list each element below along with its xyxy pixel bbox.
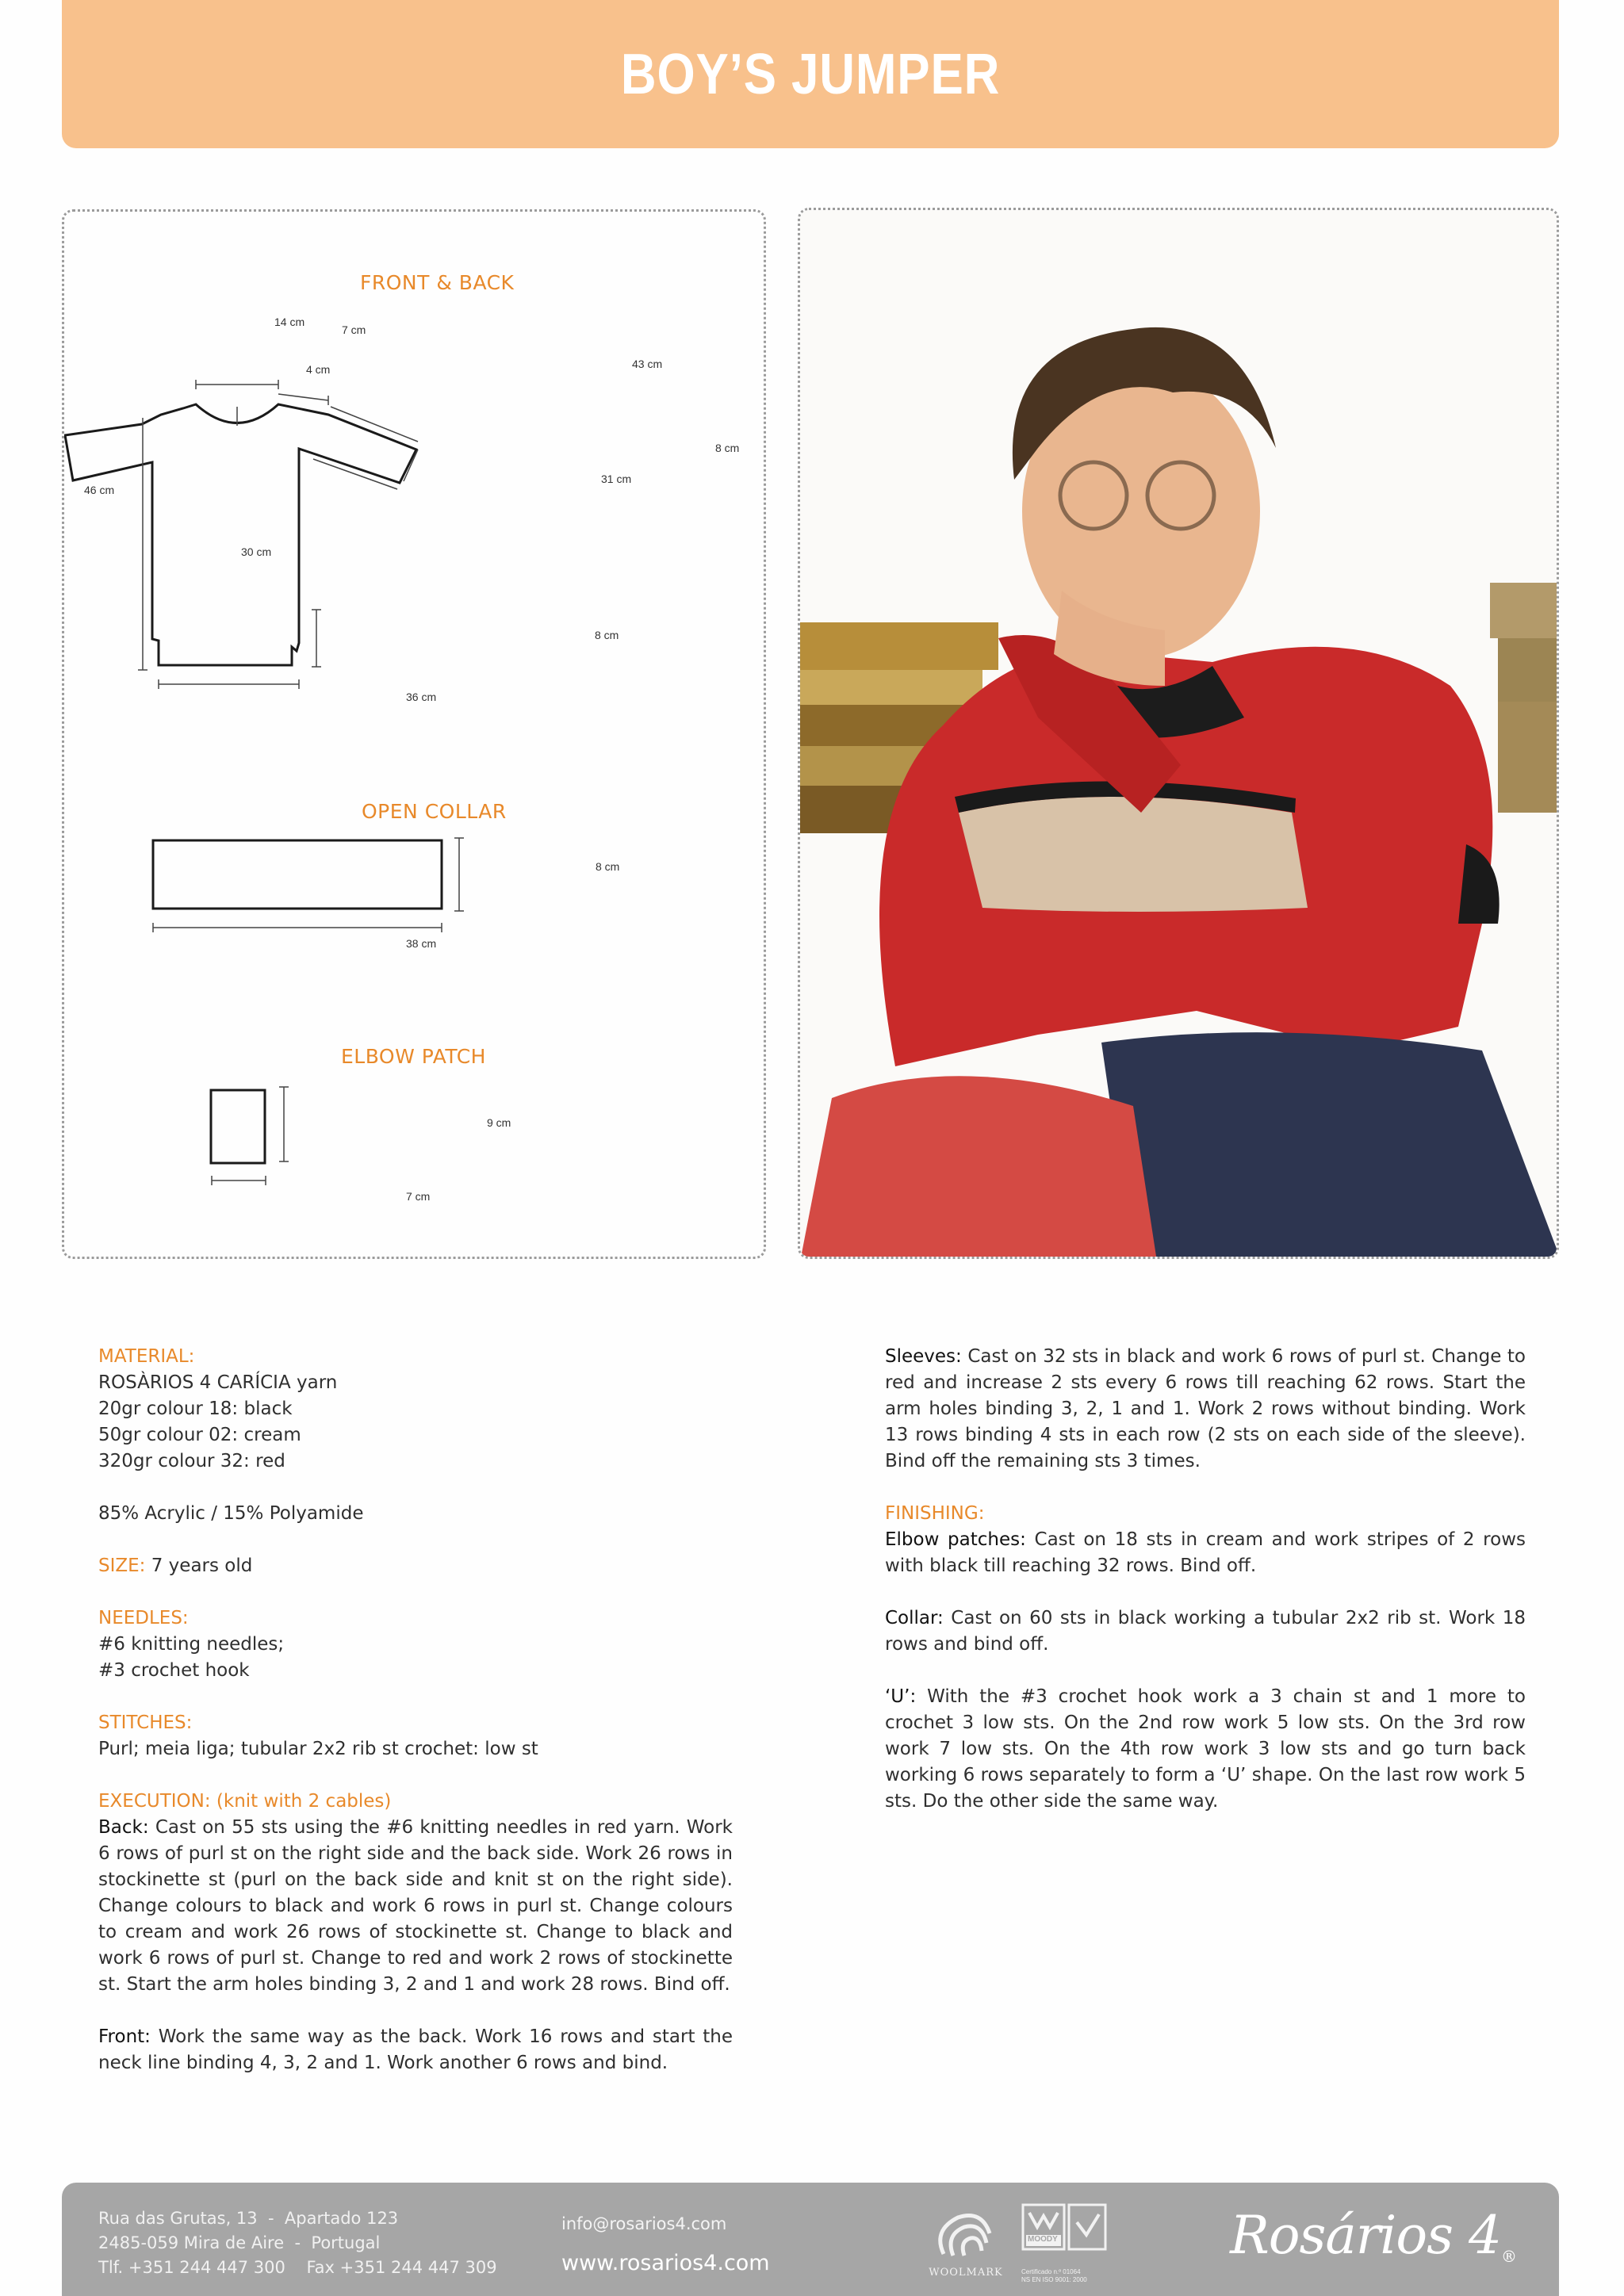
needles-line: #3 crochet hook [98, 1660, 250, 1681]
needles-line: #6 knitting needles; [98, 1634, 285, 1655]
moody-cert-text: Certificado n.º 01064 NS EN ISO 9001: 2000 [1021, 2268, 1087, 2283]
stitches-label: STITCHES: [98, 1712, 193, 1733]
material-label: MATERIAL: [98, 1346, 195, 1367]
dim-side-slit: 8 cm [595, 629, 619, 641]
schema-labels [62, 209, 766, 1259]
finishing-label: FINISHING: [885, 1503, 985, 1524]
website-link[interactable]: www.rosarios4.com [561, 2251, 770, 2275]
dim-body-height: 30 cm [241, 545, 272, 558]
dim-patch-width: 7 cm [406, 1190, 431, 1203]
elbow-text: Cast on 18 sts in cream and work stripes of 2 rows with black till reaching 32 rows. Bind off. [885, 1529, 1526, 1576]
brand-logo [1230, 2205, 1516, 2266]
email-link[interactable]: info@rosarios4.com [561, 2214, 727, 2233]
red-stool [800, 1076, 1157, 1259]
dim-sleeve-length: 43 cm [632, 358, 663, 370]
material-section [98, 1344, 733, 1475]
dim-neck-depth: 4 cm [306, 363, 331, 376]
material-line: 20gr colour 18: black [98, 1399, 293, 1419]
open-collar-title: OPEN COLLAR [362, 800, 507, 823]
collar-label: Collar: [885, 1608, 944, 1628]
woolmark-icon [918, 2206, 1013, 2267]
moody-certification [1021, 2203, 1124, 2283]
moody-label: MOODY [1028, 2235, 1058, 2244]
sleeves-section [885, 1344, 1526, 1475]
front-text: Work the same way as the back. Work 16 rows and start the neck line binding 4, 3, 2 and 1. Work another 6 rows and bind. [98, 2026, 733, 2073]
dim-cuff: 8 cm [715, 442, 740, 454]
dim-collar-width: 38 cm [406, 937, 437, 950]
collar-text: Cast on 60 sts in black working a tubular 2x2 rib st. Work 18 rows and bind off. [885, 1608, 1526, 1655]
dim-neck-width: 14 cm [274, 316, 305, 328]
dim-underarm: 31 cm [601, 473, 632, 485]
material-line: ROSÀRIOS 4 CARÍCIA yarn [98, 1372, 338, 1393]
size-value: 7 years old [145, 1556, 253, 1576]
front-label: Front: [98, 2026, 151, 2047]
material-line: 320gr colour 32: red [98, 1451, 285, 1471]
back-text: Cast on 55 sts using the #6 knitting needles in red yarn. Work 6 rows of purl st on the right side and the back side. Work 26 rows in stockinette st (purl on the back side and knit st on the right side). Change colours to black and work 6 rows in purl st. Change colours to cream and work 26 rows of stockinette st. Change to black and work 6 rows of purl st. Change to red and work 2 rows of stockinette st. Start the arm holes binding 3, 2 and 1 and work 28 rows. Bind off. [98, 1817, 733, 1995]
collar-section [885, 1605, 1526, 1658]
dim-patch-height: 9 cm [487, 1116, 511, 1129]
size-label: SIZE: [98, 1556, 146, 1576]
u-text: With the #3 crochet hook work a 3 chain st and 1 more to crochet 3 low sts. On the 2nd row work 5 low sts. On the 3rd row work 7 low sts. On the 4th row work 3 low sts and go turn back working 6 rows separately to form a ‘U’ shape. On the last row work 5 sts. Do the other side the same way. [885, 1686, 1526, 1812]
model-photo [798, 208, 1559, 1259]
composition: 85% Acrylic / 15% Polyamide [98, 1503, 364, 1524]
execution-label: EXECUTION: (knit with 2 cables) [98, 1791, 392, 1812]
title-banner [62, 0, 1559, 148]
size-section [98, 1553, 733, 1579]
finishing-section [885, 1501, 1526, 1579]
brand-name: Rosários 4 [1230, 2205, 1501, 2266]
back-label: Back: [98, 1817, 149, 1838]
u-label: ‘U’: [885, 1686, 917, 1707]
front-back-title: FRONT & BACK [360, 271, 515, 294]
stitches-section [98, 1710, 733, 1762]
stitches-text: Purl; meia liga; tubular 2x2 rib st crochet: low st [98, 1739, 538, 1759]
dim-total-height: 46 cm [84, 484, 115, 496]
needles-label: NEEDLES: [98, 1608, 189, 1628]
execution-front [98, 2024, 733, 2076]
book-stack-right [1490, 583, 1559, 813]
material-line: 50gr colour 02: cream [98, 1425, 301, 1445]
needles-section [98, 1605, 733, 1684]
execution-back [98, 1789, 733, 1998]
registered-mark: ® [1501, 2247, 1516, 2266]
u-section [885, 1684, 1526, 1815]
instructions-right [885, 1344, 1526, 1841]
sleeves-label: Sleeves: [885, 1346, 962, 1367]
company-address: Rua das Grutas, 13 - Apartado 123 2485-059 Mira de Aire - Portugal Tlf. +351 244 447 300 Fax +351 244 447 309 [98, 2209, 497, 2277]
footer [62, 2183, 1559, 2296]
sleeves-text: Cast on 32 sts in black and work 6 rows of purl st. Change to red and increase 2 sts every 6 rows till reaching 62 rows. Start the arm holes binding 3, 2, 1 and 1. Work 2 rows without binding. Work 13 rows binding 4 sts in each row (2 sts on each side of the sleeve). Bind off the remaining sts 3 times. [885, 1346, 1526, 1471]
dim-shoulder: 7 cm [342, 323, 366, 336]
certification-icon [1021, 2203, 1109, 2252]
dim-width: 36 cm [406, 691, 437, 703]
elbow-label: Elbow patches: [885, 1529, 1026, 1550]
woolmark-label: WOOLMARK [929, 2267, 1003, 2279]
instructions-left [98, 1344, 733, 2103]
cream-stripe [959, 797, 1308, 912]
photo-illustration [800, 210, 1559, 1259]
dim-collar-height: 8 cm [596, 860, 620, 873]
elbow-patch-title: ELBOW PATCH [341, 1045, 486, 1068]
woolmark-logo [918, 2206, 1013, 2286]
page-title: BOY’S JUMPER [620, 42, 1001, 106]
